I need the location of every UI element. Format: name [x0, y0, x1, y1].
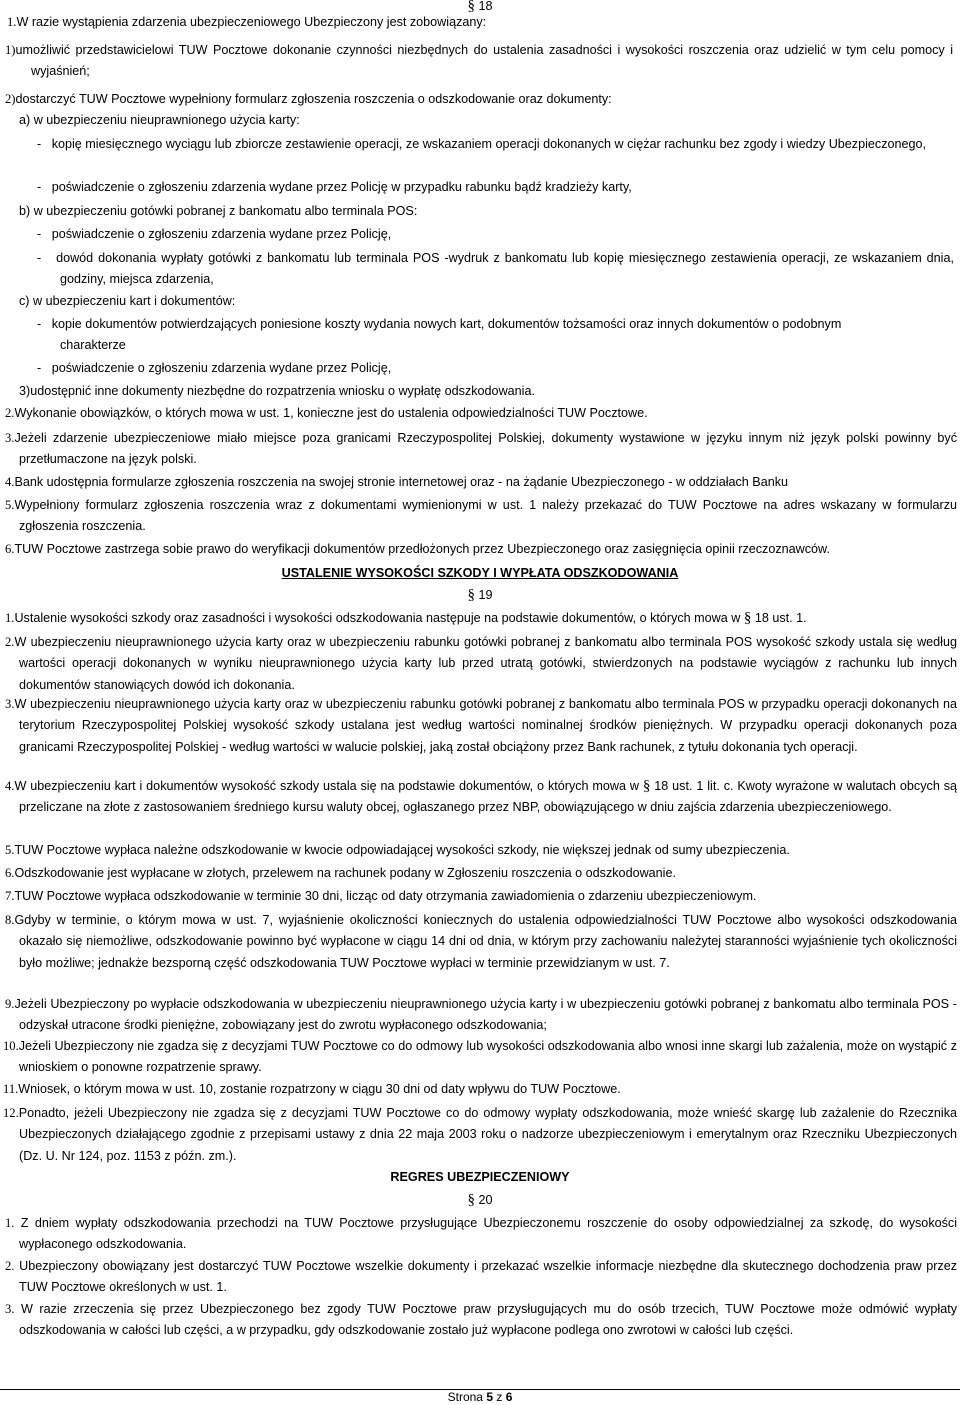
sec18-item-1-3-text: 3)udostępnić inne dokumenty niezbędne do rozpatrzenia wniosku o wypłatę odszkodowania.	[19, 384, 535, 398]
sec19-item-5: 5.TUW Pocztowe wypłaca należne odszkodowanie w kwocie odpowiadającej wysokości szkody, nie większej jednak od sumy ubezpieczenia.	[5, 843, 790, 857]
sec19-item-3: 3.W ubezpieczeniu nieuprawnionego użycia karty oraz w ubezpieczeniu rabunku gotówki pobranej z bankomatu albo terminala POS w przypadku operacji dokonanych na terytorium Rzeczypospolitej Polskiej wysokość szkody ustalana jest według wartości nominalnej środków pieniężnych. W przypadku operacji dokonanych poza granicami Rzeczypospolitej Polskiej - według wartości w walucie polskiej, jaką został obciążony przez Bank rachunek, z tytułu dokonania tych operacji.	[5, 697, 957, 754]
sec19-item-9: 9.Jeżeli Ubezpieczony po wypłacie odszkodowania w ubezpieczeniu nieuprawnionego użycia karty i w ubezpieczeniu gotówki pobranej z bankomatu albo terminala POS - odzyskał utracone środki pieniężne, zobowiązany jest do zwrotu wypłaconego odszkodowania;	[5, 997, 957, 1033]
sec19-item-8-text: Gdyby w terminie, o którym mowa w ust. 7, wyjaśnienie okoliczności koniecznych do ustalenia odpowiedzialności TUW Pocztowe albo wysokości odszkodowania okazało się niemożliwe, odszkodowanie powinno być wypłacone w ciągu 14 dni od dnia, w którym przy zachowaniu należytej staranności wyjaśnienie tych okoliczności było możliwe; jednakże bezsporną część odszkodowania TUW Pocztowe wypłaci w terminie przewidzianym w ust. 7.	[14, 913, 957, 970]
sec19-item-12: 12.Ponadto, jeżeli Ubezpieczony nie zgadza się z decyzjami TUW Pocztowe co do odmowy wypłaty odszkodowania, może wnieść skargę lub zażalenie do Rzecznika Ubezpieczonych działającego zgodnie z przepisami ustawy z dnia 22 maja 2003 roku o nadzorze ubezpieczeniowym i emerytalnym oraz Rzeczniku Ubezpieczonych (Dz. U. Nr 124, poz. 1153 z późn. zm.).	[3, 1106, 957, 1163]
sec19-item-2: 2.W ubezpieczeniu nieuprawnionego użycia karty oraz w ubezpieczeniu rabunku gotówki pobranej z bankomatu albo terminala POS wysokość szkody ustala się według wartości operacji dokonanych w wyniku nieuprawnionego użycia karty lub przed utratą gotówki, stwierdzonych na podstawie wyciągów z rachunku lub innych dokumentów stanowiących dowód ich dokonania.	[5, 635, 957, 692]
sec18-item-2-text: Wykonanie obowiązków, o których mowa w ust. 1, konieczne jest do ustalenia odpowiedzialności TUW Pocztowe.	[14, 406, 648, 420]
sec18-a-bullet-1: - kopię miesięcznego wyciągu lub zbiorcze zestawienie operacji, ze wskazaniem operacji dokonanych w ciężar rachunku bez zgody i wiedzy Ubezpieczonego,	[37, 137, 927, 151]
page-footer	[0, 1390, 960, 1404]
paragraph-sign: §	[642, 778, 651, 794]
sec18-item-4-text: Bank udostępnia formularze zgłoszenia roszczenia na swojej stronie internetowej oraz - na żądanie Ubezpieczonego - w oddziałach Banku	[14, 475, 789, 489]
sec18-item-1-3	[0, 381, 953, 402]
sec18-sub-c-text: c) w ubezpieczeniu kart i dokumentów:	[19, 294, 236, 308]
sec18-item-5: 5.Wypełniony formularz zgłoszenia roszczenia wraz z dokumentami wymienionymi w ust. 1 należy przekazać do TUW Pocztowe na adres wskazany w formularzu zgłoszenia roszczenia.	[5, 498, 957, 534]
sec18-item-3-text: Jeżeli zdarzenie ubezpieczeniowe miało miejsce poza granicami Rzeczypospolitej Polskiej, dokumenty wystawione w języku innym niż język polski powinny być przetłumaczone na język polski.	[14, 431, 957, 467]
paragraph-sign: §	[467, 1192, 475, 1208]
sec18-sub-a	[0, 110, 953, 131]
sec19-item-1: 1.Ustalenie wysokości szkody oraz zasadności i wysokości odszkodowania następuje na podstawie dokumentów, o których mowa w § 18 ust. 1.	[5, 610, 807, 626]
sec19-item-11-text: Wniosek, o którym mowa w ust. 10, zostanie rozpatrzony w ciągu 30 dni od daty wpływu do TUW Pocztowe.	[18, 1082, 621, 1096]
sec20-item-2: 2. Ubezpieczony obowiązany jest dostarczyć TUW Pocztowe wszelkie dokumenty i przekazać wszelkie informacje niezbędne dla skutecznego dochodzenia praw przez TUW Pocztowe określonych w ust. 1.	[5, 1259, 957, 1295]
sec18-item-1-1-text: umożliwić przedstawicielowi TUW Pocztowe dokonanie czynności niezbędnych do ustalenia zasadności i wysokości roszczenia oraz udzielić w tym celu pomocy i wyjaśnień;	[15, 43, 953, 79]
sec19-item-4-text-a: W ubezpieczeniu kart i dokumentów wysokość szkody ustala się na podstawie dokumentów, o których mowa w	[14, 779, 639, 793]
sec18-item-1-2-text: dostarczyć TUW Pocztowe wypełniony formularz zgłoszenia roszczenia o odszkodowanie oraz dokumenty:	[15, 92, 612, 106]
sec19-item-3-text: W ubezpieczeniu nieuprawnionego użycia karty oraz w ubezpieczeniu rabunku gotówki pobranej z bankomatu albo terminala POS w przypadku operacji dokonanych na terytorium Rzeczypospolitej Polskiej wysokość szkody ustalana jest według wartości nominalnej środków pieniężnych. W przypadku operacji dokonanych poza granicami Rzeczypospolitej Polskiej - według wartości w walucie polskiej, jaką został obciążony przez Bank rachunek, z tytułu dokonania tych operacji.	[14, 697, 957, 754]
sec18-sub-c	[0, 291, 953, 312]
footer-page-number: 5	[486, 1390, 493, 1404]
sec19-item-7: 7.TUW Pocztowe wypłaca odszkodowanie w terminie 30 dni, licząc od daty otrzymania zawiadomienia o zdarzeniu ubezpieczeniowym.	[5, 889, 757, 903]
sec19-item-6-text: Odszkodowanie jest wypłacane w złotych, przelewem na rachunek podany w Zgłoszeniu roszczenia o odszkodowanie.	[14, 866, 676, 880]
sec18-item-1-1: 1)umożliwić przedstawicielowi TUW Pocztowe dokonanie czynności niezbędnych do ustalenia zasadności i wysokości roszczenia oraz udzielić w tym celu pomocy i wyjaśnień;	[5, 43, 953, 79]
sec18-c-bullet-2: - poświadczenie o zgłoszeniu zdarzenia wydane przez Policję,	[37, 361, 392, 375]
sec19-item-12-text: Ponadto, jeżeli Ubezpieczony nie zgadza się z decyzjami TUW Pocztowe co do odmowy wypłaty odszkodowania, może wnieść skargę lub zażalenie do Rzecznika Ubezpieczonych działającego zgodnie z przepisami ustawy z dnia 22 maja 2003 roku o nadzorze ubezpieczeniowym i emerytalnym oraz Rzeczniku Ubezpieczonych (Dz. U. Nr 124, poz. 1153 z późn. zm.).	[18, 1106, 957, 1163]
paragraph-sign: §	[467, 0, 475, 14]
sec19-item-5-text: TUW Pocztowe wypłaca należne odszkodowanie w kwocie odpowiadającej wysokości szkody, nie większej jednak od sumy ubezpieczenia.	[14, 843, 790, 857]
sec19-item-6: 6.Odszkodowanie jest wypłacane w złotych, przelewem na rachunek podany w Zgłoszeniu roszczenia o odszkodowanie.	[5, 866, 676, 880]
section-number: 19	[478, 588, 493, 602]
footer-separator: z	[496, 1390, 503, 1404]
section-20-number	[0, 1190, 960, 1211]
sec20-item-1-text: Z dniem wypłaty odszkodowania przechodzi na TUW Pocztowe przysługujące Ubezpieczonemu roszczenie do osoby odpowiedzialnej za szkodę, do wysokości wypłaconego odszkodowania.	[19, 1216, 958, 1252]
sec18-sub-b-text: b) w ubezpieczeniu gotówki pobranej z bankomatu albo terminala POS:	[19, 204, 418, 218]
heading-ustalenie: USTALENIE WYSOKOŚCI SZKODY I WYPŁATA ODSZKODOWANIA	[281, 566, 679, 580]
sec18-b-bullet-1-text: poświadczenie o zgłoszeniu zdarzenia wydane przez Policję,	[51, 227, 392, 241]
sec18-a-bullet-2: - poświadczenie o zgłoszeniu zdarzenia wydane przez Policję w przypadku rabunku bądź kradzieży karty,	[37, 180, 632, 194]
section-number: 20	[478, 1193, 493, 1207]
sec20-item-1: 1. Z dniem wypłaty odszkodowania przechodzi na TUW Pocztowe przysługujące Ubezpieczonemu roszczenie do osoby odpowiedzialnej za szkodę, do wysokości wypłaconego odszkodowania.	[5, 1216, 958, 1252]
sec19-item-1-text-b: 18 ust. 1.	[754, 611, 807, 625]
paragraph-sign: §	[743, 610, 752, 626]
sec18-c-bullet-2-text: poświadczenie o zgłoszeniu zdarzenia wydane przez Policję,	[51, 361, 392, 375]
sec18-item-6-text: TUW Pocztowe zastrzega sobie prawo do weryfikacji dokumentów przedłożonych przez Ubezpieczonego oraz zasięgnięcia opinii rzeczoznawców.	[14, 542, 830, 556]
sec18-item-2: 2.Wykonanie obowiązków, o których mowa w ust. 1, konieczne jest do ustalenia odpowiedzialności TUW Pocztowe.	[5, 406, 648, 420]
sec18-item-4: 4.Bank udostępnia formularze zgłoszenia roszczenia na swojej stronie internetowej oraz - na żądanie Ubezpieczonego - w oddziałach Banku	[5, 475, 789, 489]
section-number: 18	[478, 0, 493, 13]
footer-prefix: Strona	[447, 1390, 483, 1404]
sec19-item-8: 8.Gdyby w terminie, o którym mowa w ust. 7, wyjaśnienie okoliczności koniecznych do ustalenia odpowiedzialności TUW Pocztowe albo wysokości odszkodowania okazało się niemożliwe, odszkodowanie powinno być wypłacone w ciągu 14 dni od dnia, w którym przy zachowaniu należytej staranności wyjaśnienie tych okoliczności było możliwe; jednakże bezsporną część odszkodowania TUW Pocztowe wypłaci w terminie przewidzianym w ust. 7.	[5, 913, 957, 970]
sec18-c-bullet-1: - kopie dokumentów potwierdzających poniesione koszty wydania nowych kart, dokumentów tożsamości oraz innych dokumentów o podobnym charakterze	[37, 317, 842, 353]
sec20-item-3-text: W razie zrzeczenia się przez Ubezpieczonego bez zgody TUW Pocztowe praw przysługujących mu do osób trzecich, TUW Pocztowe może odmówić wypłaty odszkodowania w całości lub części, a w przypadku, gdy odszkodowanie zostało już wypłacone podlega ono zwrotowi w całości lub części.	[19, 1302, 957, 1338]
sec19-item-4: 4.W ubezpieczeniu kart i dokumentów wysokość szkody ustala się na podstawie dokumentów, o których mowa w § 18 ust. 1 lit. c. Kwoty wyrażone w walutach obcych są przeliczane na złote z zastosowaniem średniego kursu waluty obcej, ogłaszanego przez NBP, obowiązującego w dniu zajścia zdarzenia ubezpieczeniowego.	[5, 778, 958, 815]
sec19-item-10-text: Jeżeli Ubezpieczony nie zgadza się z decyzjami TUW Pocztowe co do odmowy lub wysokości odszkodowania albo wnosi inne skargi lub zażalenia, może on wystąpić z wnioskiem o ponowne rozpatrzenie sprawy.	[18, 1039, 957, 1075]
sec18-b-bullet-2: - dowód dokonania wypłaty gotówki z bankomatu lub terminala POS -wydruk z bankomatu lub kopię miesięcznego zestawienia operacji, ze wskazaniem dnia, godziny, miejsca zdarzenia,	[37, 251, 954, 287]
sec18-item-6: 6.TUW Pocztowe zastrzega sobie prawo do weryfikacji dokumentów przedłożonych przez Ubezpieczonego oraz zasięgnięcia opinii rzeczoznawców.	[5, 542, 830, 556]
footer-page-total: 6	[505, 1390, 513, 1404]
sec19-item-9-text: Jeżeli Ubezpieczony po wypłacie odszkodowania w ubezpieczeniu nieuprawnionego użycia karty i w ubezpieczeniu gotówki pobranej z bankomatu albo terminala POS - odzyskał utracone środki pieniężne, zobowiązany jest do zwrotu wypłaconego odszkodowania;	[14, 997, 957, 1033]
sec18-b-bullet-1: - poświadczenie o zgłoszeniu zdarzenia wydane przez Policję,	[37, 227, 392, 241]
sec19-item-4-text-b: 18 ust. 1 lit. c. Kwoty wyrażone w walutach obcych są przeliczane na złote z zastosowaniem średniego kursu waluty obcej, ogłaszanego przez NBP, obowiązującego w dniu zajścia zdarzenia ubezpieczeniowego.	[19, 779, 958, 815]
sec18-item-5-text: Wypełniony formularz zgłoszenia roszczenia wraz z dokumentami wymienionymi w ust. 1 należy przekazać do TUW Pocztowe na adres wskazany w formularzu zgłoszenia roszczenia.	[14, 498, 957, 534]
sec19-item-11: 11.Wniosek, o którym mowa w ust. 10, zostanie rozpatrzony w ciągu 30 dni od daty wpływu do TUW Pocztowe.	[3, 1082, 621, 1096]
sec18-sub-a-text: a) w ubezpieczeniu nieuprawnionego użycia karty:	[19, 113, 300, 127]
sec19-item-10: 10.Jeżeli Ubezpieczony nie zgadza się z decyzjami TUW Pocztowe co do odmowy lub wysokości odszkodowania albo wnosi inne skargi lub zażalenia, może on wystąpić z wnioskiem o ponowne rozpatrzenie sprawy.	[3, 1039, 957, 1075]
sec19-item-2-text: W ubezpieczeniu nieuprawnionego użycia karty oraz w ubezpieczeniu rabunku gotówki pobranej z bankomatu albo terminala POS wysokość szkody ustala się według wartości operacji dokonanych w wyniku nieuprawnionego użycia karty lub przed utratą gotówki, stwierdzonych na podstawie wyciągów z rachunku lub innych dokumentów stanowiących dowód ich dokonania.	[14, 635, 957, 692]
sec18-sub-b	[0, 201, 953, 222]
sec18-a-bullet-1-text: kopię miesięcznego wyciągu lub zbiorcze zestawienie operacji, ze wskazaniem operacji dokonanych w ciężar rachunku bez zgody i wiedzy Ubezpieczonego,	[51, 137, 927, 151]
sec18-item-1: 1.W razie wystąpienia zdarzenia ubezpieczeniowego Ubezpieczony jest zobowiązany:	[7, 15, 487, 29]
sec18-item-1-2: 2)dostarczyć TUW Pocztowe wypełniony formularz zgłoszenia roszczenia o odszkodowanie oraz dokumenty:	[5, 92, 612, 106]
sec19-item-1-text-a: Ustalenie wysokości szkody oraz zasadności i wysokości odszkodowania następuje na podstawie dokumentów, o których mowa w	[14, 611, 741, 625]
sec20-item-3: 3. W razie zrzeczenia się przez Ubezpieczonego bez zgody TUW Pocztowe praw przysługujących mu do osób trzecich, TUW Pocztowe może odmówić wypłaty odszkodowania w całości lub części, a w przypadku, gdy odszkodowanie zostało już wypłacone podlega ono zwrotowi w całości lub części.	[5, 1302, 957, 1338]
heading-regres: REGRES UBEZPIECZENIOWY	[390, 1170, 570, 1184]
sec18-b-bullet-2-text: dowód dokonania wypłaty gotówki z bankomatu lub terminala POS -wydruk z bankomatu lub kopię miesięcznego zestawienia operacji, ze wskazaniem dnia, godziny, miejsca zdarzenia,	[56, 251, 954, 287]
paragraph-sign: §	[467, 587, 475, 603]
sec18-item-1-text: W razie wystąpienia zdarzenia ubezpieczeniowego Ubezpieczony jest zobowiązany:	[16, 15, 487, 29]
sec19-item-7-text: TUW Pocztowe wypłaca odszkodowanie w terminie 30 dni, licząc od daty otrzymania zawiadomienia o zdarzeniu ubezpieczeniowym.	[14, 889, 757, 903]
sec18-c-bullet-1-text: kopie dokumentów potwierdzających poniesione koszty wydania nowych kart, dokumentów tożsamości oraz innych dokumentów o podobnym charakterze	[51, 317, 842, 353]
sec20-item-2-text: Ubezpieczony obowiązany jest dostarczyć TUW Pocztowe wszelkie dokumenty i przekazać wszelkie informacje niezbędne dla skutecznego dochodzenia praw przez TUW Pocztowe określonych w ust. 1.	[19, 1259, 957, 1295]
section-19-number	[0, 585, 960, 606]
sec18-item-3: 3.Jeżeli zdarzenie ubezpieczeniowe miało miejsce poza granicami Rzeczypospolitej Polskiej, dokumenty wystawione w języku innym niż język polski powinny być przetłumaczone na język polski.	[5, 431, 957, 467]
sec18-a-bullet-2-text: poświadczenie o zgłoszeniu zdarzenia wydane przez Policję w przypadku rabunku bądź kradzieży karty,	[51, 180, 632, 194]
